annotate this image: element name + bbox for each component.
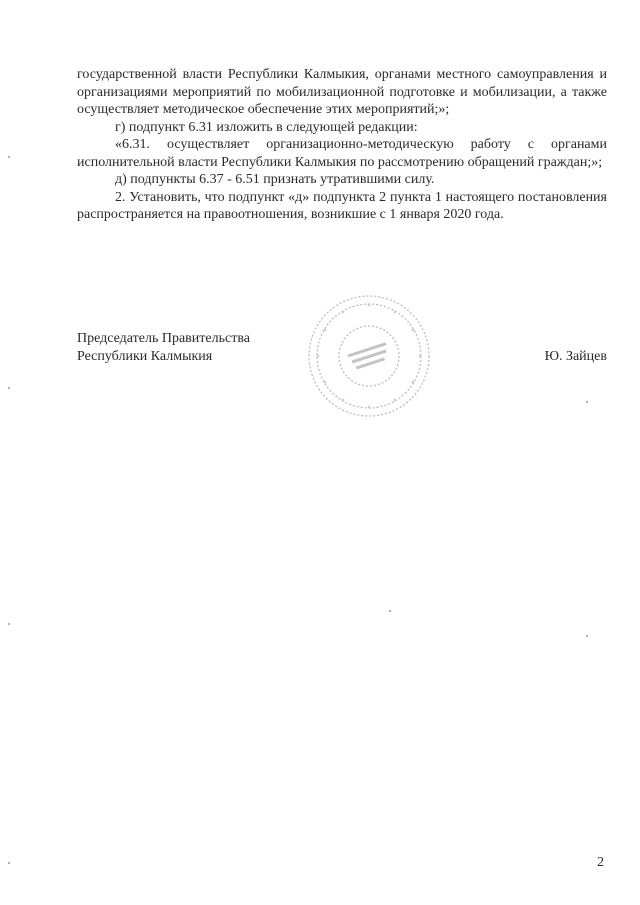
scan-speck — [586, 635, 588, 637]
paragraph-continuation: государственной власти Республики Калмыкия, органами местного самоуправления и организациями мероприятий по мобилизационной подготовке и мобилизации, а также осуществляет методическое обеспечение этих мероприятий;»; — [77, 67, 607, 117]
scan-speck — [8, 156, 10, 158]
scan-speck — [586, 401, 588, 403]
scan-speck — [8, 862, 10, 864]
paragraph-quote-6-31: «6.31. осуществляет организационно-методическую работу с органами исполнительной власти Республики Калмыкия по рассмотрению обращений граждан;»; — [77, 137, 607, 170]
paragraph-point-2: 2. Установить, что подпункт «д» подпункта 2 пункта 1 настоящего постановления распространяется на правоотношения, возникшие с 1 января 2020 года. — [77, 189, 607, 222]
signature-block — [77, 330, 607, 365]
signatory-position-line-1: Председатель Правительства — [77, 331, 250, 346]
page-number: 2 — [597, 855, 604, 870]
scan-speck — [8, 387, 10, 389]
paragraph-item-g: г) подпункт 6.31 изложить в следующей редакции: — [115, 119, 418, 135]
signatory-name: Ю. Зайцев — [544, 348, 607, 364]
signatory-position-line-2: Республики Калмыкия — [77, 348, 213, 364]
scan-speck — [389, 610, 391, 612]
paragraph-item-d: д) подпункты 6.37 - 6.51 признать утратившими силу. — [115, 172, 435, 187]
scan-speck — [8, 623, 10, 625]
document-body — [77, 66, 607, 224]
